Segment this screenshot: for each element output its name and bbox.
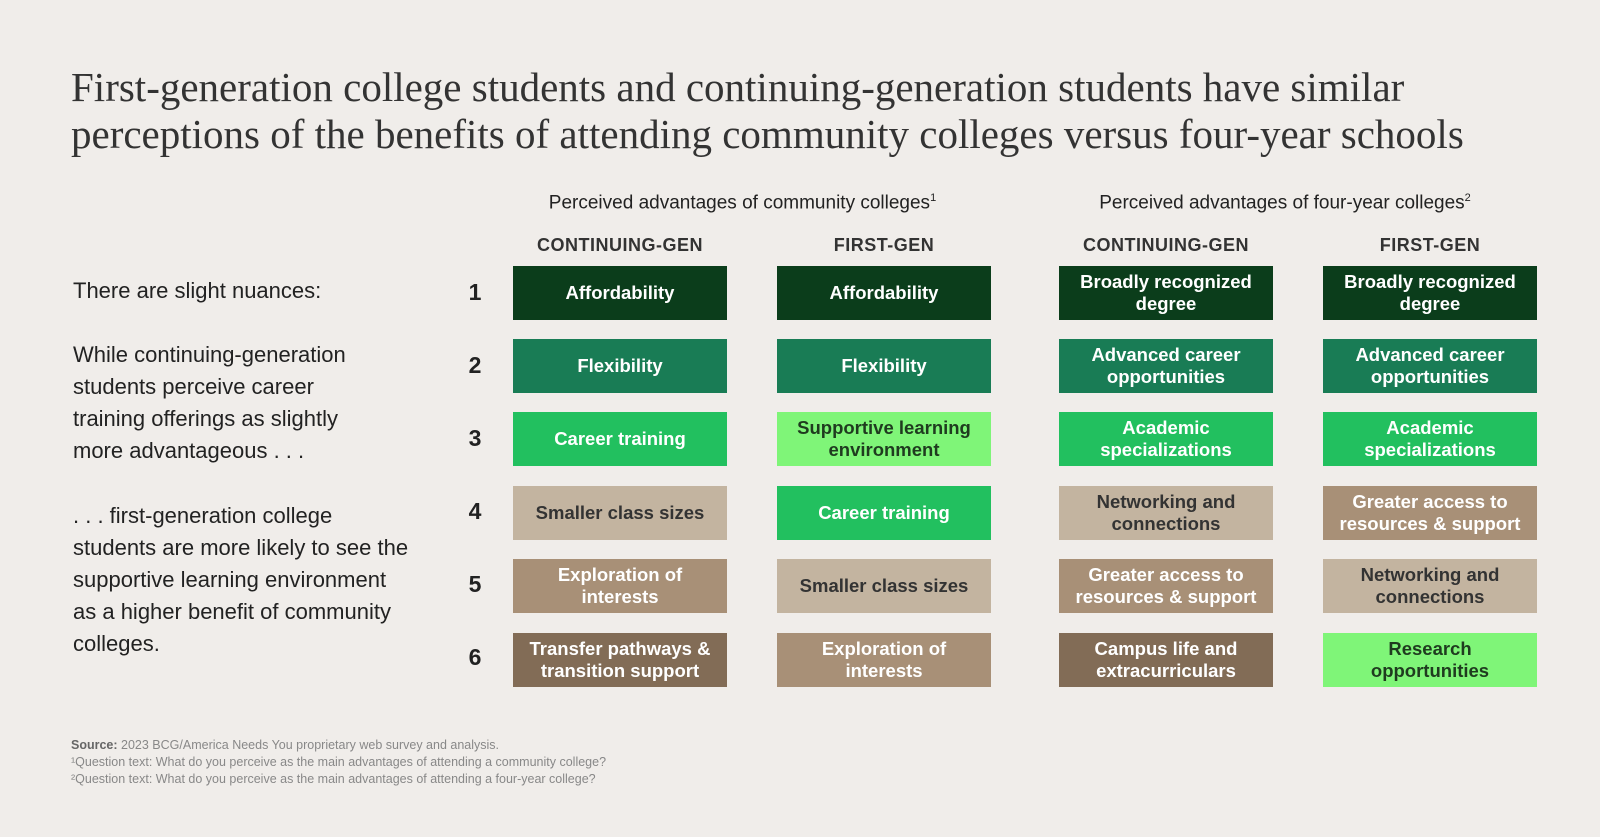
4y-first-rank-2: Advanced career opportunities bbox=[1323, 339, 1537, 393]
cc-continuing-rank-6: Transfer pathways & transition support bbox=[513, 633, 727, 687]
4y-first-rank-6: Research opportunities bbox=[1323, 633, 1537, 687]
footnote-marker: 1 bbox=[930, 192, 937, 204]
cc-first-rank-2: Flexibility bbox=[777, 339, 991, 393]
column-header-cc-first: FIRST-GEN bbox=[833, 235, 935, 255]
group-header-four-year bbox=[1060, 192, 1510, 214]
source-label: Source: bbox=[71, 738, 118, 752]
cc-first-rank-6: Exploration of interests bbox=[777, 633, 991, 687]
footnotes bbox=[71, 737, 606, 788]
4y-first-rank-5: Networking and connections bbox=[1323, 559, 1537, 613]
rank-5: 5 bbox=[468, 571, 482, 597]
4y-continuing-rank-1: Broadly recognized degree bbox=[1059, 266, 1273, 320]
column-header-4y-continuing: CONTINUING-GEN bbox=[1083, 235, 1249, 255]
group-header-community bbox=[520, 192, 965, 214]
4y-continuing-rank-6: Campus life and extracurriculars bbox=[1059, 633, 1273, 687]
rank-6: 6 bbox=[468, 644, 482, 670]
cc-continuing-rank-5: Exploration of interests bbox=[513, 559, 727, 613]
footnote-marker: 2 bbox=[1464, 192, 1471, 204]
cc-continuing-rank-3: Career training bbox=[513, 412, 727, 466]
cc-first-rank-4: Career training bbox=[777, 486, 991, 540]
footnote-1: ¹Question text: What do you perceive as the main advantages of attending a community college? bbox=[71, 755, 607, 769]
source-text: 2023 BCG/America Needs You proprietary web survey and analysis. bbox=[121, 738, 500, 752]
4y-first-rank-1: Broadly recognized degree bbox=[1323, 266, 1537, 320]
group-header-label: Perceived advantages of community colleges bbox=[548, 192, 931, 214]
cc-first-rank-5: Smaller class sizes bbox=[777, 559, 991, 613]
sidebar-paragraph-1: While continuing-generation students perceive career training offerings as slightly more advantageous . . . bbox=[73, 342, 346, 463]
cc-continuing-rank-4: Smaller class sizes bbox=[513, 486, 727, 540]
4y-continuing-rank-4: Networking and connections bbox=[1059, 486, 1273, 540]
sidebar-intro: There are slight nuances: bbox=[73, 278, 322, 303]
page-title: First-generation college students and continuing-generation students have similar perceptions of the benefits of attending community colleges versus four-year schools bbox=[71, 64, 1464, 157]
4y-first-rank-4: Greater access to resources & support bbox=[1323, 486, 1537, 540]
cc-first-rank-1: Affordability bbox=[777, 266, 991, 320]
rank-2: 2 bbox=[468, 352, 482, 378]
column-header-4y-first: FIRST-GEN bbox=[1379, 235, 1481, 255]
cc-first-rank-3: Supportive learning environment bbox=[777, 412, 991, 466]
4y-first-rank-3: Academic specializations bbox=[1323, 412, 1537, 466]
4y-continuing-rank-3: Academic specializations bbox=[1059, 412, 1273, 466]
rank-4: 4 bbox=[468, 498, 482, 524]
rank-1: 1 bbox=[468, 279, 482, 305]
4y-continuing-rank-2: Advanced career opportunities bbox=[1059, 339, 1273, 393]
group-header-label: Perceived advantages of four-year colleges bbox=[1099, 192, 1465, 214]
4y-continuing-rank-5: Greater access to resources & support bbox=[1059, 559, 1273, 613]
cc-continuing-rank-1: Affordability bbox=[513, 266, 727, 320]
column-header-cc-continuing: CONTINUING-GEN bbox=[537, 235, 703, 255]
sidebar-paragraph-2: . . . first-generation college students are more likely to see the supportive learning environment as a higher benefit of community colleges. bbox=[73, 503, 409, 656]
cc-continuing-rank-2: Flexibility bbox=[513, 339, 727, 393]
rank-3: 3 bbox=[468, 425, 482, 451]
source-line bbox=[71, 737, 606, 754]
footnote-2: ²Question text: What do you perceive as the main advantages of attending a four-year college? bbox=[71, 772, 596, 786]
